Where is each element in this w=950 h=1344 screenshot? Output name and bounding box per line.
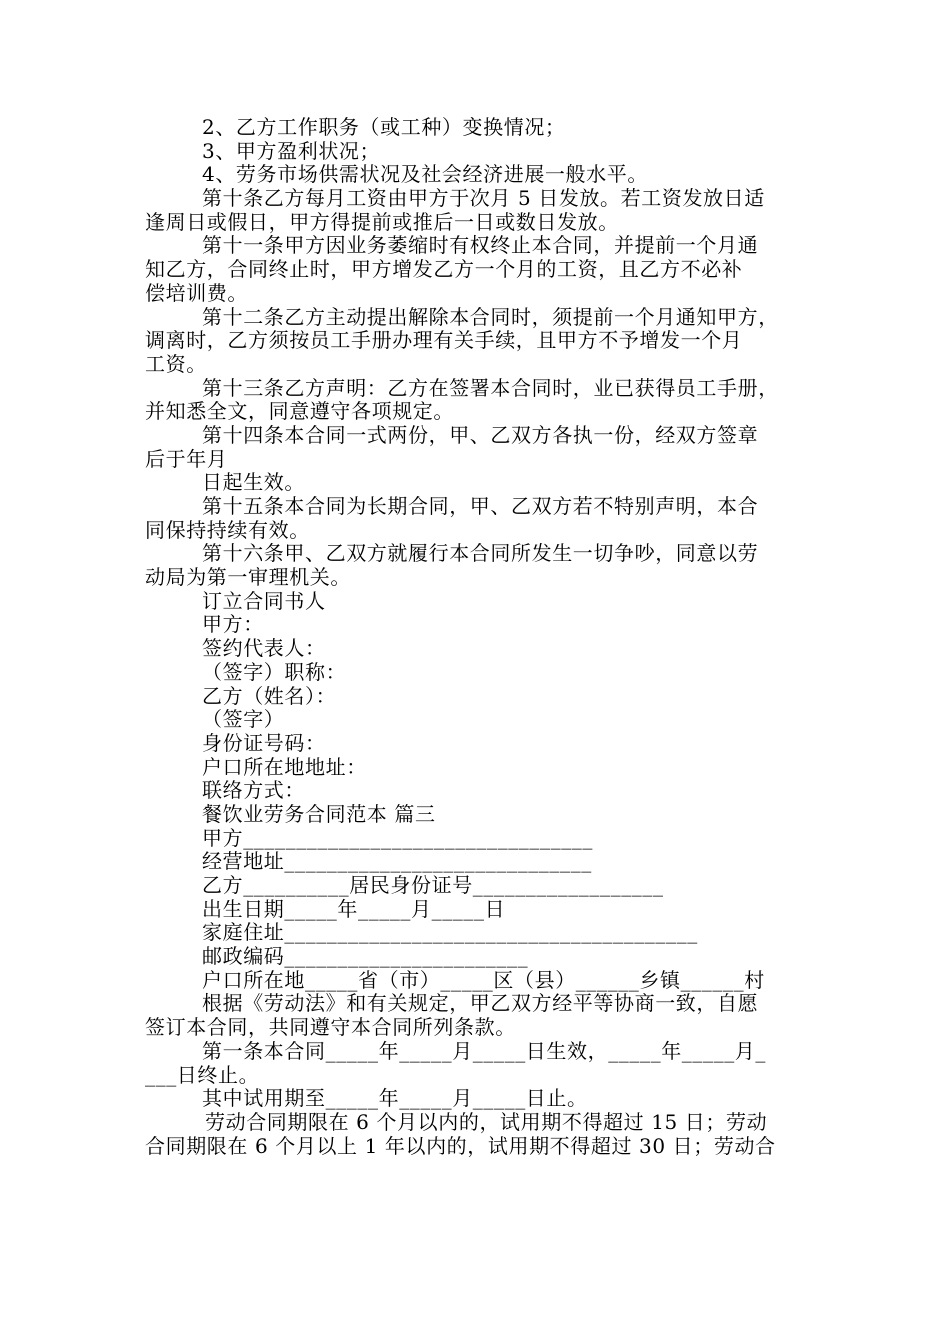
text-line: 签订本合同，共同遵守本合同所列条款。 [145, 1015, 516, 1040]
text-line: 户口所在地地址： [202, 754, 367, 779]
text-line: 逢周日或假日，甲方得提前或推后一日或数日发放。 [145, 209, 619, 234]
text-line: 动局为第一审理机关。 [145, 565, 351, 590]
text-line: 甲方： [202, 612, 264, 637]
text-line: 第十条乙方每月工资由甲方于次月 5 日发放。若工资发放日适 [202, 186, 765, 211]
text-line: 并知悉全文，同意遵守各项规定。 [145, 399, 454, 424]
text-line: （签字） [202, 707, 285, 732]
text-line: 同保持持续有效。 [145, 517, 310, 542]
text-line: 第十五条本合同为长期合同，甲、乙双方若不特别声明，本合 [202, 494, 759, 518]
text-line: 第一条本合同_____年_____月_____日生效，_____年_____月_ [202, 1038, 766, 1063]
text-line: 工资。 [145, 351, 207, 376]
form-field-household-registration: 户口所在地_____省（市）_____区（县）______乡镇______村 [202, 967, 765, 992]
form-field-party-b: 乙方__________居民身份证号__________________ [202, 873, 664, 897]
text-line: 其中试用期至_____年_____月_____日止。 [202, 1086, 588, 1111]
text-line: 身份证号码： [202, 730, 326, 755]
text-line: 合同期限在 6 个月以上 1 年以内的，试用期不得超过 30 日；劳动合 [145, 1133, 776, 1158]
text-line: 第十二条乙方主动提出解除本合同时，须提前一个月通知甲方， [202, 304, 779, 329]
form-field-postcode: 邮政编码_______________________ [202, 944, 529, 969]
text-line: ___日终止。 [145, 1062, 260, 1087]
text-line: 日起生效。 [202, 470, 305, 495]
form-field-birth-date: 出生日期_____年_____月_____日 [202, 896, 506, 921]
text-line: 后于年月 [145, 446, 228, 471]
text-line: 第十六条甲、乙双方就履行本合同所发生一切争吵，同意以劳 [202, 541, 759, 566]
form-field-party-a: 甲方_________________________________ [202, 825, 593, 850]
text-line: 2、乙方工作职务（或工种）变换情况； [202, 115, 566, 139]
section-heading: 餐饮业劳务合同范本 篇三 [202, 801, 436, 826]
text-line: 知乙方，合同终止时，甲方增发乙方一个月的工资，且乙方不必补 [145, 257, 743, 282]
text-line: 签约代表人： [202, 636, 326, 661]
text-line: 第十三条乙方声明：乙方在签署本合同时，业已获得员工手册， [202, 375, 779, 400]
contract-text [145, 116, 810, 1158]
text-line: 3、甲方盈利状况； [202, 138, 381, 163]
text-line: 联络方式： [202, 778, 305, 803]
text-line: （签字）职称： [202, 659, 347, 684]
text-line: 调离时，乙方须按员工手册办理有关手续，且甲方不予增发一个月 [145, 328, 743, 353]
text-line: 第十一条甲方因业务萎缩时有权终止本合同，并提前一个月通 [202, 233, 759, 258]
text-line: 4、劳务市场供需状况及社会经济进展一般水平。 [202, 162, 648, 187]
form-field-address: 经营地址_____________________________ [202, 849, 592, 874]
text-line: 偿培训费。 [145, 280, 248, 305]
form-field-home-address: 家庭住址_______________________________________ [202, 920, 698, 945]
text-line: 第十四条本合同一式两份，甲、乙双方各执一份，经双方签章 [202, 422, 759, 447]
text-line: 劳动合同期限在 6 个月以内的，试用期不得超过 15 日；劳动 [205, 1109, 768, 1134]
text-line: 根据《劳动法》和有关规定，甲乙双方经平等协商一致，自愿 [202, 991, 759, 1016]
text-line: 乙方（姓名）： [202, 683, 337, 708]
text-line: 订立合同书人 [202, 588, 326, 613]
